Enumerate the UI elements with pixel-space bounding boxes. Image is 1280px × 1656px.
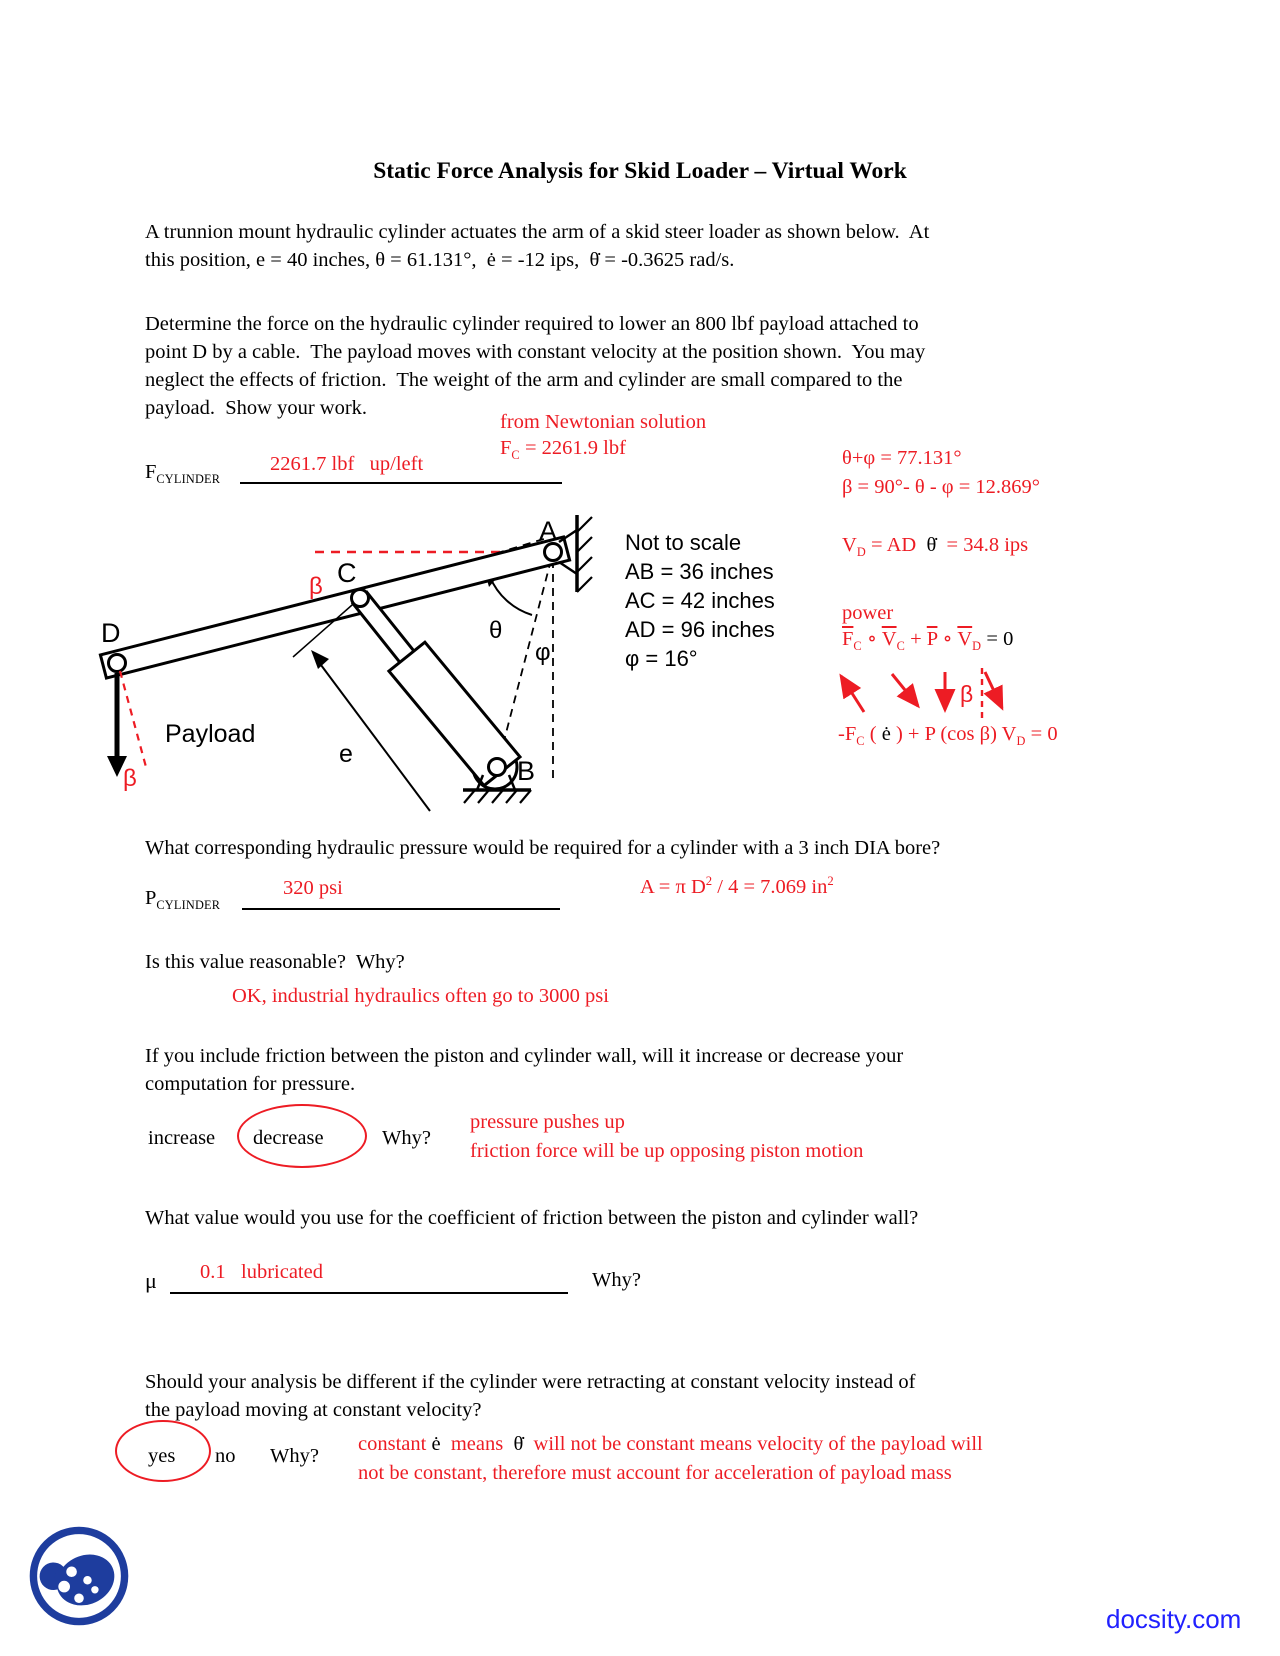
retract-question-line-1: Should your analysis be different if the cylinder were retracting at constant velocity instead of [145, 1371, 916, 1393]
mu-question: What value would you use for the coefficient of friction between the piston and cylinder wall? [145, 1207, 919, 1229]
fcylinder-answer: 2261.7 lbf up/left [270, 453, 424, 475]
payload-beta-dashed [120, 671, 146, 767]
force-velocity-arrows [830, 664, 1020, 722]
newtonian-value: $F_C = 2261.9$ lbf [500, 437, 626, 463]
note-ab: AB = 36 inches [625, 559, 774, 584]
friction-question-line-1: If you include friction between the piston and cylinder wall, will it increase or decrease your [145, 1045, 904, 1067]
option-yes: yes [148, 1445, 176, 1467]
intro-line-2: this position, e = 40 inches, θ = 61.131°, ė = -12 ips, θ̇ = -0.3625 rad/s. [145, 249, 735, 271]
power-label: power [842, 602, 894, 624]
e-dimension-arrowhead [311, 650, 329, 669]
reasonable-answer: OK, industrial hydraulics often go to 3000 psi [232, 985, 609, 1007]
note-phi: φ = 16° [625, 646, 698, 671]
wall-hatching [577, 517, 592, 592]
label-payload: Payload [165, 720, 256, 748]
reasonable-question: Is this value reasonable? Why? [145, 951, 405, 973]
friction-why: Why? [382, 1127, 431, 1149]
problem-line-2: point D by a cable. The payload moves with constant velocity at the position shown. You may [145, 341, 926, 363]
theta-angle-arc [490, 577, 532, 615]
mu-why: Why? [592, 1269, 641, 1291]
problem-line-4: payload. Show your work. [145, 397, 368, 419]
pcylinder-label: $P_{CYLINDER}$ [145, 887, 221, 913]
newtonian-note: from Newtonian solution [500, 411, 707, 433]
angle-sum-note: θ+φ = 77.131° [842, 447, 962, 469]
virtual-work-equation: $-F_C$ ( ė ) + P (cos β) $V_D = 0$ [838, 723, 1058, 749]
friction-question-line-2: computation for pressure. [145, 1073, 356, 1095]
label-c: C [337, 558, 357, 588]
wall-clevis-lower [559, 562, 577, 574]
problem-line-1: Determine the force on the hydraulic cylinder required to lower an 800 lbf payload attached to [145, 313, 919, 335]
pin-b [489, 759, 506, 776]
ground-hatching [464, 790, 531, 803]
decrease-circle-annotation [237, 1104, 367, 1168]
page-title: Static Force Analysis for Skid Loader – Virtual Work [373, 158, 907, 184]
power-equation: $\overline{F}_C$ ∘ $\overline{V}_C + \overline{P}$ ∘ $\overline{V}_D = 0$ [842, 628, 1014, 654]
yes-circle-annotation [115, 1420, 211, 1482]
pin-a [545, 544, 562, 561]
pressure-question: What corresponding hydraulic pressure would be required for a cylinder with a 3 inch DIA bore? [145, 837, 941, 859]
label-a: A [539, 516, 558, 546]
label-phi: φ [535, 639, 551, 666]
skid-loader-diagram [85, 470, 605, 822]
vc-direction-arrow [892, 674, 918, 706]
beta-note: β = 90°- θ - φ = 12.869° [842, 476, 1041, 498]
docsity-link[interactable]: docsity.com [1106, 1604, 1242, 1634]
friction-answer-line-1: pressure pushes up [470, 1111, 625, 1133]
pcylinder-answer: 320 psi [283, 877, 343, 899]
pin-c [352, 590, 369, 607]
docsity-logo [26, 1520, 132, 1632]
fcylinder-label: $F_{CYLINDER}$ [145, 461, 221, 487]
label-e: e [339, 740, 353, 768]
note-ac: AC = 42 inches [625, 588, 775, 613]
label-theta: θ [489, 617, 503, 644]
label-beta-top: β [309, 573, 323, 600]
mu-answer: 0.1 lubricated [200, 1261, 323, 1283]
note-ad: AD = 96 inches [625, 617, 775, 642]
area-equation: A = π $D^2 / 4 = 7.069$ $in^2$ [640, 874, 834, 898]
vd-direction-arrow [985, 672, 1002, 708]
friction-answer-line-2: friction force will be up opposing piston motion [470, 1140, 864, 1162]
retract-why: Why? [270, 1445, 319, 1467]
loader-arm-link [100, 537, 569, 678]
mu-symbol: μ [145, 1268, 157, 1293]
option-no: no [215, 1445, 236, 1467]
note-not-to-scale: Not to scale [625, 530, 742, 555]
retract-answer-line-1: constant ė means θ̇ will not be constant means velocity of the payload will [358, 1433, 983, 1455]
intro-line-1: A trunnion mount hydraulic cylinder actuates the arm of a skid steer loader as shown below. At [145, 221, 930, 243]
pin-d [109, 655, 126, 672]
fc-direction-arrow [841, 676, 864, 712]
problem-line-3: neglect the effects of friction. The weight of the arm and cylinder are small compared to the [145, 369, 903, 391]
label-b: B [517, 756, 536, 786]
option-decrease: decrease [253, 1127, 324, 1149]
label-d: D [101, 618, 121, 648]
label-beta-bottom: β [123, 765, 137, 792]
velocity-equation: $V_D$ = AD θ̇ = 34.8 ips [842, 534, 1029, 560]
option-increase: increase [148, 1127, 216, 1149]
retract-question-line-2: the payload moving at constant velocity? [145, 1399, 482, 1421]
retract-answer-line-2: not be constant, therefore must account for acceleration of payload mass [358, 1462, 952, 1484]
beta-arrow-label: β [960, 681, 974, 707]
